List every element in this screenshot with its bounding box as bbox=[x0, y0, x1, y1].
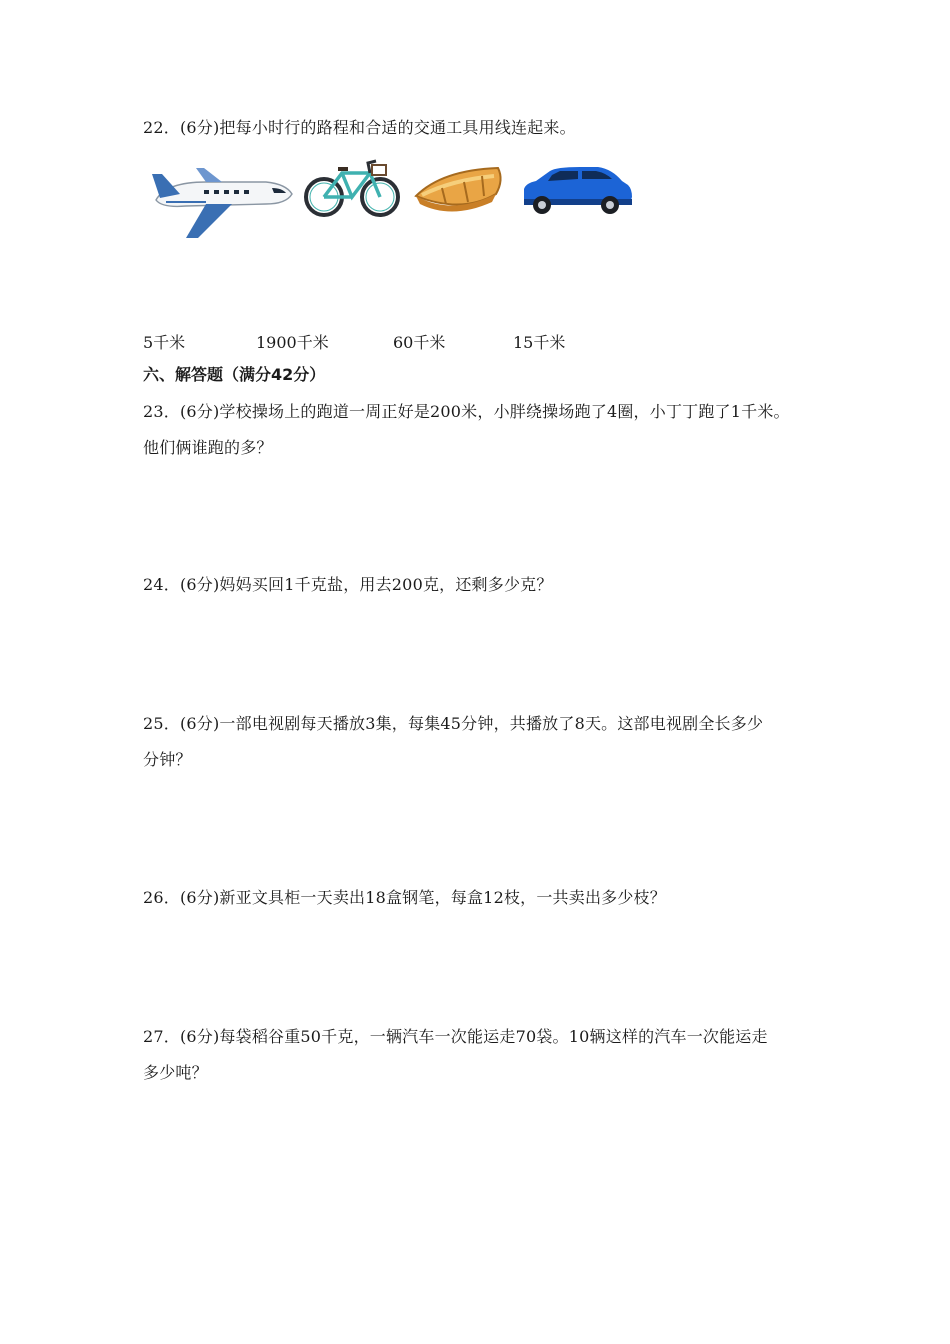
question-text: 23．(6分)学校操场上的跑道一周正好是200米，小胖绕操场跑了4圈，小丁丁跑了1千米。 bbox=[143, 402, 790, 421]
question-text-continued: 多少吨？ bbox=[143, 1063, 208, 1082]
question-text: 27．(6分)每袋稻谷重50千克，一辆汽车一次能运走70袋。10辆这样的汽车一次能运走 bbox=[143, 1027, 768, 1046]
distance-option: 15千米 bbox=[513, 333, 566, 352]
question-text-continued: 他们俩谁跑的多？ bbox=[143, 438, 273, 457]
distance-option: 5千米 bbox=[143, 333, 186, 352]
question-text-continued: 分钟？ bbox=[143, 750, 192, 769]
distance-option: 1900千米 bbox=[256, 333, 329, 352]
car-icon bbox=[520, 165, 634, 219]
distance-option: 60千米 bbox=[393, 333, 446, 352]
question-25 bbox=[143, 706, 763, 778]
question-text: 25．(6分)一部电视剧每天播放3集，每集45分钟，共播放了8天。这部电视剧全长多少 bbox=[143, 714, 764, 733]
question-24 bbox=[143, 567, 553, 603]
question-26 bbox=[143, 880, 666, 916]
question-27 bbox=[143, 1019, 768, 1091]
question-text: 24．(6分)妈妈买回1千克盐，用去200克，还剩多少克？ bbox=[143, 575, 553, 594]
section-title: 六、解答题（满分42分） bbox=[143, 365, 326, 384]
airplane-icon bbox=[146, 160, 296, 246]
question-23 bbox=[143, 394, 790, 466]
bicycle-icon bbox=[302, 155, 402, 223]
question-text: 26．(6分)新亚文具柜一天卖出18盒钢笔，每盒12枝，一共卖出多少枝？ bbox=[143, 888, 666, 907]
question-22-text: 22．(6分)把每小时行的路程和合适的交通工具用线连起来。 bbox=[143, 118, 576, 137]
boat-icon bbox=[412, 160, 508, 224]
question-22 bbox=[143, 110, 576, 146]
